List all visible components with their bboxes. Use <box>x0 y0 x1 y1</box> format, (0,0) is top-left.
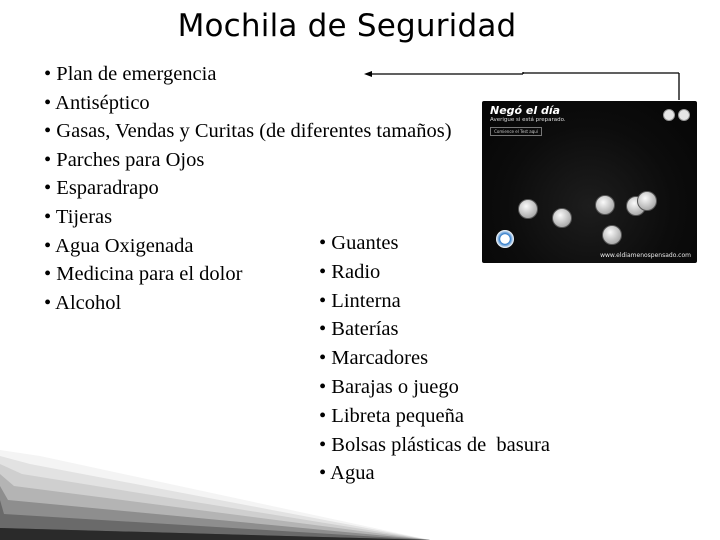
household-icon <box>518 199 538 219</box>
tools-icon <box>637 191 657 211</box>
website-thumbnail <box>482 101 697 263</box>
badge-icon <box>663 109 675 121</box>
list-item: • Antiséptico <box>44 91 150 114</box>
checklist-icon <box>602 225 622 245</box>
family-icon <box>552 208 572 228</box>
list-item: • Linterna <box>319 289 401 312</box>
list-item: • Esparadrapo <box>44 177 159 200</box>
list-item: • Plan de emergencia <box>44 63 217 85</box>
list-item: • Agua <box>319 462 375 485</box>
seal-logo-icon <box>496 230 514 248</box>
house-icon <box>595 195 615 215</box>
list-item: • Libreta pequeña <box>319 404 464 427</box>
thumbnail-subheading: Averigue si está preparado. <box>490 117 566 123</box>
list-item: • Marcadores <box>319 347 429 370</box>
thumbnail-heading: Negó el día <box>490 104 561 117</box>
list-item: • Radio <box>319 260 381 283</box>
list-item: • Parches para Ojos <box>44 148 205 171</box>
list-item: • Bolsas plásticas de basura <box>319 433 550 456</box>
list-item: • Baterías <box>319 318 399 341</box>
list-item: • Tijeras <box>44 205 113 228</box>
list-item: • Agua Oxigenada <box>44 234 194 257</box>
list-item: • Barajas o juego <box>319 375 459 398</box>
thumbnail-test-button: Comience el Test aquí <box>490 127 542 136</box>
list-item: • Gasas, Vendas y Curitas (de diferentes tamaños) <box>44 120 452 143</box>
list-item: • Medicina para el dolor <box>44 263 243 286</box>
badge-icon <box>678 109 690 121</box>
list-item: • Guantes <box>319 232 399 254</box>
thumbnail-url: www.eldiamenospensado.com <box>600 252 691 259</box>
list-item: • Alcohol <box>44 291 122 314</box>
page-title: Mochila de Seguridad <box>177 8 517 44</box>
corner-decoration <box>0 450 430 540</box>
